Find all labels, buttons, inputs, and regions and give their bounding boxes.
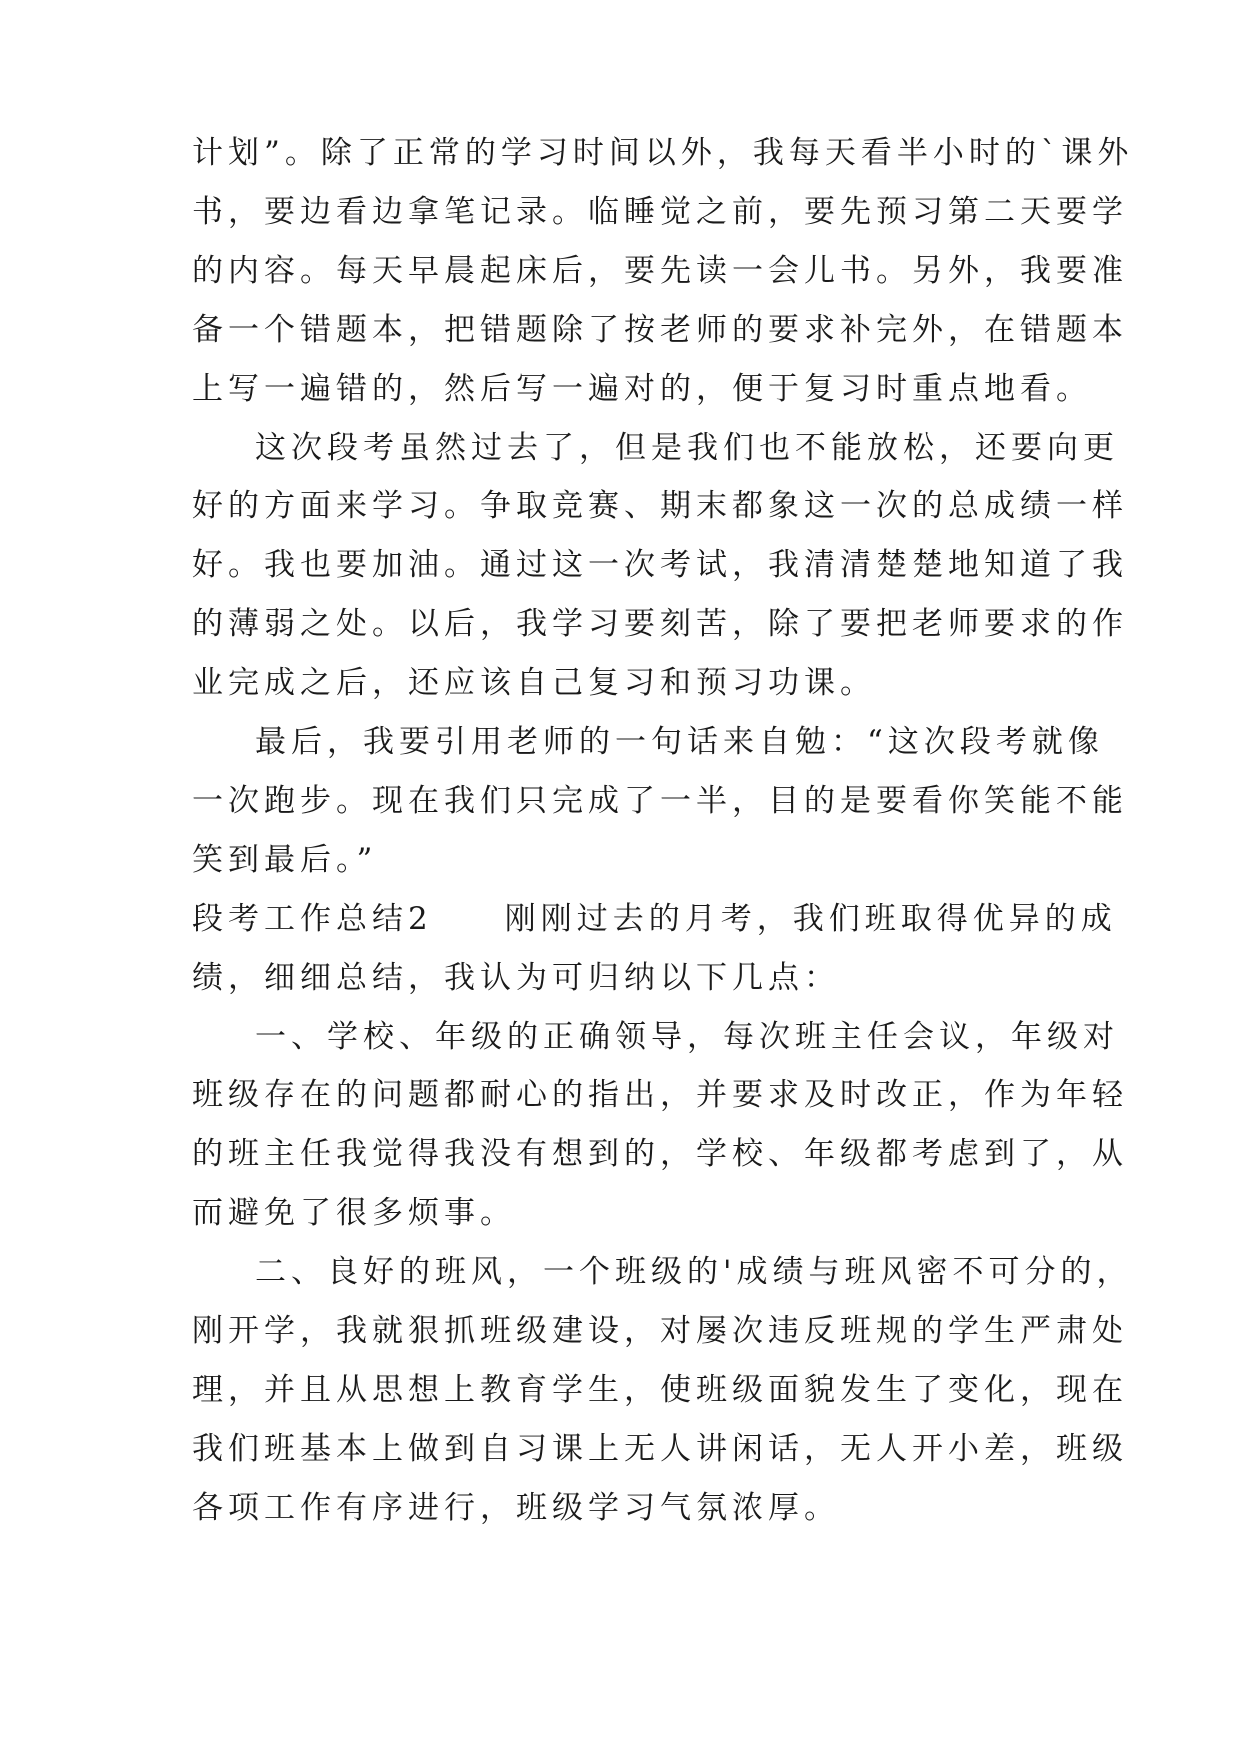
text-line: 班级存在的问题都耐心的指出，并要求及时改正，作为年轻 [192, 1077, 1128, 1113]
text-line: 这次段考虽然过去了，但是我们也不能放松，还要向更 [255, 430, 1119, 466]
text-line: 业完成之后，还应该自己复习和预习功课。 [192, 665, 876, 701]
text-line: 而避免了很多烦事。 [192, 1195, 516, 1231]
text-line: 好。我也要加油。通过这一次考试，我清清楚楚地知道了我 [192, 547, 1128, 583]
text-line: 各项工作有序进行，班级学习气氛浓厚。 [192, 1490, 840, 1526]
text-line: 段考工作总结2 刚刚过去的月考，我们班取得优异的成 [192, 901, 1117, 937]
text-line: 二、良好的班风，一个班级的'成绩与班风密不可分的， [255, 1254, 1133, 1290]
text-line: 备一个错题本，把错题除了按老师的要求补完外，在错题本 [192, 312, 1128, 348]
text-line: 的内容。每天早晨起床后，要先读一会儿书。另外，我要准 [192, 253, 1128, 289]
text-line: 计划”。除了正常的学习时间以外，我每天看半小时的`课外 [192, 135, 1134, 171]
text-line: 笑到最后。” [192, 842, 378, 878]
text-line: 上写一遍错的，然后写一遍对的，便于复习时重点地看。 [192, 371, 1092, 407]
text-line: 刚开学，我就狠抓班级建设，对屡次违反班规的学生严肃处 [192, 1313, 1128, 1349]
text-line: 一次跑步。现在我们只完成了一半，目的是要看你笑能不能 [192, 783, 1128, 819]
text-line: 我们班基本上做到自习课上无人讲闲话，无人开小差，班级 [192, 1431, 1128, 1467]
text-line: 书，要边看边拿笔记录。临睡觉之前，要先预习第二天要学 [192, 194, 1128, 230]
text-line: 理，并且从思想上教育学生，使班级面貌发生了变化，现在 [192, 1372, 1128, 1408]
text-line: 一、学校、年级的正确领导，每次班主任会议，年级对 [255, 1019, 1119, 1055]
text-line: 的薄弱之处。以后，我学习要刻苦，除了要把老师要求的作 [192, 606, 1128, 642]
text-line: 绩，细细总结，我认为可归纳以下几点： [192, 960, 840, 996]
text-line: 的班主任我觉得我没有想到的，学校、年级都考虑到了，从 [192, 1136, 1128, 1172]
text-line: 好的方面来学习。争取竞赛、期末都象这一次的总成绩一样 [192, 488, 1128, 524]
text-line: 最后，我要引用老师的一句话来自勉：“这次段考就像 [255, 724, 1104, 760]
